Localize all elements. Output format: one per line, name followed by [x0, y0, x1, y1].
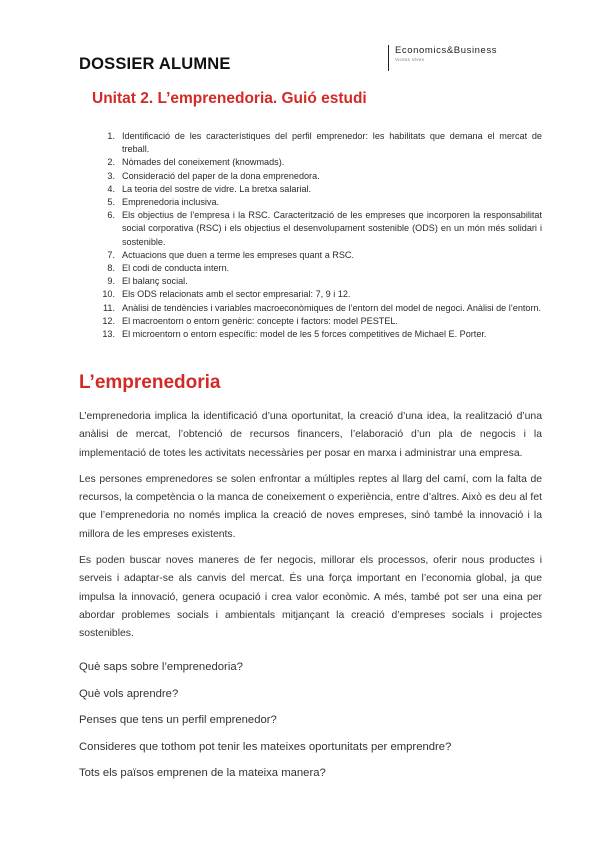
list-item: 3. Consideració del paper de la dona emprenedora.	[107, 170, 320, 181]
list-item: 10. Els ODS relacionats amb el sector empresarial: 7, 9 i 12.	[102, 289, 351, 300]
list-item: 4. La teoria del sostre de vidre. La bretxa salarial.	[107, 183, 312, 194]
study-guide-list	[92, 130, 542, 341]
reflection-questions	[79, 660, 542, 793]
question: Penses que tens un perfil emprenedor?	[79, 714, 277, 727]
unit-title: Unitat 2. L’emprenedoria. Guió estudi	[92, 90, 367, 107]
section-heading: L’emprenedoria	[79, 372, 221, 393]
list-item: 6. Els objectius de l’empresa i la RSC. Caracterització de les empreses que incorporen la responsabilitat social corporativa (RSC) i els objectius el desenvolupament sostenible (ODS) en un món més solidari i sostenible.	[107, 210, 542, 247]
list-item: 12. El macroentorn o entorn genèric: concepte i factors: model PESTEL.	[102, 315, 398, 326]
list-item: 11. Anàlisi de tendències i variables macroeconòmiques de l’entorn del model de negoci. Anàlisi de l’entorn.	[103, 302, 542, 313]
list-item: 7. Actuacions que duen a terme les empreses quant a RSC.	[107, 249, 355, 260]
list-item: 13. El microentorn o entorn específic: model de les 5 forces competitives de Michael E. Porter.	[102, 329, 487, 340]
brand-subtitle: Vicens Vives	[395, 57, 425, 62]
publisher-logo	[388, 45, 497, 71]
paragraph: L’emprenedoria implica la identificació d’una oportunitat, la creació d’una idea, la realització d’una anàlisi de mercat, l’obtenció de recursos financers, l’elaboració d’un pla de negocis i la implementació de totes les activitats necessàries per posar en marxa i administrar una empresa.	[79, 411, 542, 459]
question: Consideres que tothom pot tenir les mateixes oportunitats per emprendre?	[79, 740, 452, 753]
question: Què saps sobre l’emprenedoria?	[79, 661, 243, 673]
list-item: 8. El codi de conducta intern.	[107, 263, 230, 274]
list-item: 9. El balanç social.	[107, 276, 188, 287]
brand-name: Economics&Business	[395, 45, 498, 56]
document-title: DOSSIER ALUMNE	[79, 55, 231, 73]
list-item: 5. Emprenedoria inclusiva.	[107, 197, 220, 208]
list-item: 2. Nòmades del coneixement (knowmads).	[107, 157, 285, 168]
question: Què vols aprendre?	[79, 687, 179, 700]
list-item: 1. Identificació de les característiques del perfil emprenedor: les habilitats que demana el mercat de treball.	[107, 131, 542, 155]
body-text	[79, 408, 542, 652]
paragraph: Les persones emprenedores se solen enfrontar a múltiples reptes al llarg del camí, com la falta de recursos, la competència o la manca de coneixement o experiència, entre d’altres. Això es deu al fet que l’emprenedoria no només implica la creació de noves empreses, sinó també la innovació i la millora de les empreses existents.	[79, 473, 542, 540]
paragraph: Es poden buscar noves maneres de fer negocis, millorar els processos, oferir nous productes i serveis i adaptar-se als canvis del mercat. És una força important en l’economia global, ja que impulsa la innovació, genera ocupació i crea valor econòmic. A més, també pot ser una eina per abordar problemes socials i ambientals mitjançant la creació d’empreses socials i projectes sostenibles.	[79, 555, 542, 640]
question: Tots els països emprenen de la mateixa manera?	[79, 767, 326, 780]
